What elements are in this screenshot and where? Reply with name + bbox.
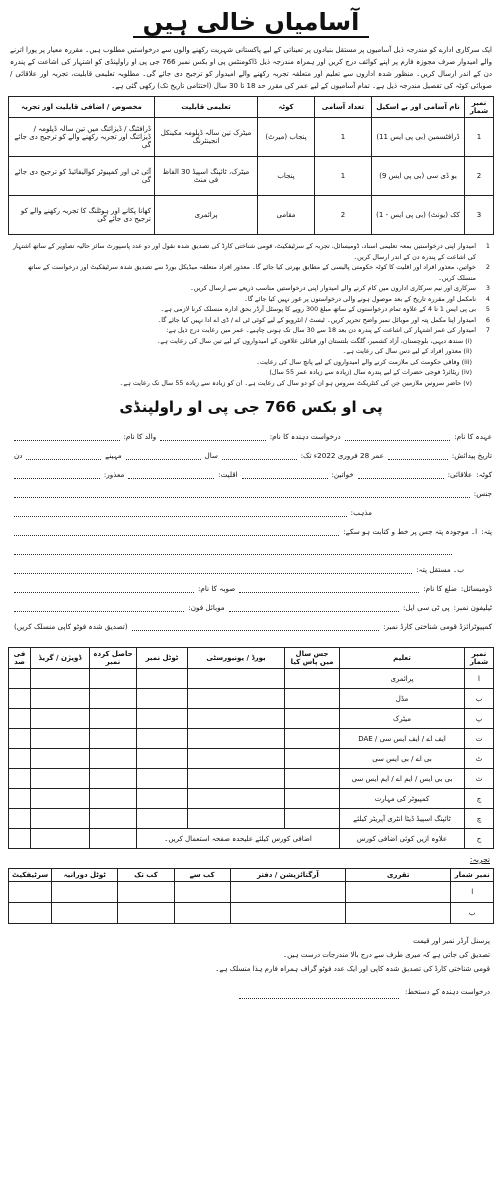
cell: 1	[315, 118, 372, 157]
cell[interactable]	[31, 709, 90, 729]
cell[interactable]	[90, 749, 137, 769]
table-row	[9, 829, 494, 849]
table-row	[9, 749, 494, 769]
post-field[interactable]	[345, 430, 451, 441]
instructions-list	[12, 241, 490, 388]
cell[interactable]	[137, 789, 188, 809]
cell[interactable]	[174, 903, 230, 924]
cell: 1	[315, 157, 372, 196]
cell: میٹرک، ٹائپنگ اسپیڈ 30 الفاظ فی منٹ	[155, 157, 258, 196]
col-division: ڈویژن / گریڈ	[31, 648, 90, 669]
cell[interactable]	[31, 749, 90, 769]
page-title: آسامیاں خالی ہیں	[8, 8, 494, 36]
cell[interactable]	[230, 882, 345, 903]
form-row-dob	[10, 443, 492, 460]
col-quota: کوٹہ	[258, 97, 315, 118]
cell: پنجاب (میرٹ)	[258, 118, 315, 157]
cell[interactable]	[346, 903, 451, 924]
list-item: 6 امیدوار اپنا مکمل پتہ اور موبائل نمبر واضح تحریر کریں۔ ٹیسٹ / انٹرویو کے لیے کوئی ٹی اے / ڈی اے ادا نہیں کیا جائے گا۔	[157, 315, 490, 324]
cell: ٹ	[465, 749, 494, 769]
cell[interactable]	[188, 709, 285, 729]
age-relaxation-item: (iii) وفاقی حکومت کی ملازمت کرنے والے امیدواروں کے لیے پانچ سال کی رعایت۔	[256, 357, 472, 366]
cell: مڈل	[340, 689, 465, 709]
cell[interactable]	[52, 882, 118, 903]
age-years-field[interactable]	[222, 449, 297, 460]
table-row	[9, 709, 494, 729]
cell[interactable]	[174, 882, 230, 903]
cell[interactable]	[31, 809, 90, 829]
province-field[interactable]	[14, 582, 194, 593]
signature-row	[8, 988, 490, 999]
form-row-permanent	[10, 557, 492, 574]
application-form	[8, 424, 494, 631]
jobs-table	[8, 96, 494, 235]
cell: آئی ٹی اور کمپیوٹر کوالیفائیڈ کو ترجیح دی جائے گی	[9, 157, 155, 196]
list-item: 3 سرکاری اور نیم سرکاری اداروں میں کام کرنے والے امیدوار اپنی درخواستیں مناسب ذریعے سے ارسال کریں۔	[190, 284, 490, 292]
cell[interactable]	[90, 669, 137, 689]
experience-table-header	[9, 869, 494, 882]
cell[interactable]	[9, 829, 31, 849]
cell[interactable]	[285, 809, 340, 829]
cell[interactable]	[137, 709, 188, 729]
permanent-address-label: ب۔ مستقل پتہ:	[416, 565, 464, 574]
list-item: 1 امیدوار اپنی درخواستیں بمعہ تعلیمی اسناد، ڈومیسائل، تجربہ کے سرٹیفکیٹ، قومی شناختی کارڈ کی تصدیق شدہ نقول اور دو عدد پاسپورٹ سائز حالیہ تصاویر کے ساتھ اشتہار کی اشاعت کے پندرہ دن کے اندر ارسال کریں۔	[12, 242, 490, 261]
experience-table	[8, 868, 494, 924]
cell[interactable]	[31, 789, 90, 809]
cell[interactable]	[137, 749, 188, 769]
cell[interactable]	[188, 809, 285, 829]
col-to: کب تک	[118, 869, 174, 882]
father-name-field[interactable]	[14, 430, 120, 441]
cell[interactable]	[285, 729, 340, 749]
col-serial: نمبر شمار	[451, 869, 494, 882]
age-days-field[interactable]	[26, 449, 101, 460]
declaration	[12, 934, 490, 976]
cell[interactable]	[9, 709, 31, 729]
gender-field[interactable]	[14, 487, 470, 498]
mobile-label: موبائل فون:	[188, 603, 225, 612]
cell[interactable]	[285, 669, 340, 689]
cell: چ	[465, 809, 494, 829]
cell[interactable]	[31, 729, 90, 749]
post-label: عہدہ کا نام:	[454, 432, 492, 441]
cell[interactable]	[285, 749, 340, 769]
col-from: کب سے	[174, 869, 230, 882]
signature-label: درخواست دہندہ کے دستخط:	[405, 988, 490, 996]
col-post: نام آسامی اور بے اسکیل	[372, 97, 465, 118]
education-table-header	[9, 648, 494, 669]
dob-field[interactable]	[388, 449, 448, 460]
table-row	[9, 157, 494, 196]
cell[interactable]	[9, 789, 31, 809]
table-row	[9, 689, 494, 709]
permanent-address-field[interactable]	[14, 563, 412, 574]
cell: ڈرافٹنگ / ڈیزائنگ میں تین سالہ ڈپلومہ / ڈیزائنگ اور تجربہ رکھنے والے کو ترجیح دی جائے گی	[9, 118, 155, 157]
minority-field[interactable]	[128, 468, 214, 479]
list-item: 2 خواتین، معذور افراد اور اقلیت کا کوٹہ حکومتی پالیسی کے مطابق بھرتی کیا جائے گا۔ معذور افراد متعلقہ میڈیکل بورڈ سے تصدیق شدہ سرٹیفکیٹ اور درخواست کے ساتھ منسلک کریں۔	[27, 263, 490, 282]
cell[interactable]	[188, 729, 285, 749]
form-row-gender	[10, 481, 492, 498]
quota-label: کوٹہ:	[476, 470, 492, 479]
cell: ا	[465, 669, 494, 689]
col-total-marks: ٹوٹل نمبر	[137, 648, 188, 669]
table-row	[9, 669, 494, 689]
cell: ج	[465, 789, 494, 809]
area-label: علاقائی:	[447, 470, 473, 479]
cell[interactable]	[90, 729, 137, 749]
col-serial: نمبر شمار	[465, 97, 494, 118]
cell: ث	[465, 769, 494, 789]
cell[interactable]	[137, 729, 188, 749]
form-row-quota	[10, 462, 492, 479]
dob-label: تاریخ پیدائش:	[451, 451, 492, 460]
district-field[interactable]	[239, 582, 419, 593]
disabled-label: معذور:	[103, 470, 125, 479]
list-item: 7 امیدوار کی عمر اشتہار کی اشاعت کے پندرہ دن بعد 18 سے 30 سال تک ہونی چاہیے۔ عمر میں رعایت درج ذیل ہے:	[166, 326, 490, 334]
declaration-line: تصدیق کی جاتی ہے کہ میری طرف سے درج بالا مندرجات درست ہیں۔	[282, 951, 490, 959]
cell[interactable]	[188, 749, 285, 769]
table-row	[9, 729, 494, 749]
mobile-field[interactable]	[14, 601, 184, 612]
father-name-label: والد کا نام:	[123, 432, 157, 441]
district-label: ضلع کا نام:	[423, 584, 457, 593]
col-organization: آرگنائزیشن / دفتر	[230, 869, 345, 882]
col-board: بورڈ / یونیورسٹی	[188, 648, 285, 669]
applicant-name-field[interactable]	[160, 430, 266, 441]
cell[interactable]	[52, 903, 118, 924]
cnic-label: کمپیوٹرائزڈ قومی شناختی کارڈ نمبر:	[383, 622, 492, 631]
present-address-label: ا۔ موجودہ پتہ جس پر خط و کتابت ہو سکے:	[343, 527, 478, 536]
phone-label: ٹیلیفون نمبر:	[453, 603, 492, 612]
minority-label: اقلیت:	[218, 470, 238, 479]
cell: پرائمری	[155, 196, 258, 235]
cell[interactable]	[9, 809, 31, 829]
cell[interactable]	[31, 769, 90, 789]
po-box-heading: پی او بکس 766 جی پی او راولپنڈی	[119, 398, 383, 416]
disabled-field[interactable]	[14, 468, 100, 479]
cell: ب	[465, 689, 494, 709]
form-row-cnic	[10, 614, 492, 631]
cell[interactable]	[9, 669, 31, 689]
signature-field[interactable]	[239, 988, 399, 999]
age-label: عمر 28 فروری 2022ء تک:	[300, 451, 384, 460]
col-percentage: فی صد	[9, 648, 31, 669]
form-row-address-2	[10, 538, 492, 555]
jobs-table-header	[9, 97, 494, 118]
religion-field[interactable]	[14, 506, 347, 517]
cell[interactable]	[230, 903, 345, 924]
cell: یو ڈی سی (بی پی ایس 9)	[372, 157, 465, 196]
cell[interactable]	[90, 809, 137, 829]
intro-paragraph: ایک سرکاری ادارے کو مندرجہ ذیل آسامیوں پر مستقل بنیادوں پر تعیناتی کے لیے پاکستانی شہریت رکھنے والوں سے درخواستیں مطلوب ہیں۔ مقررہ معیار پر پورا اترنے والے امیدوار صرف مجوزہ فارم پر اپنے کوائف درج کریں اور ہمراہ مندرجہ ذیل ڈاکومنٹس پی او بکس نمبر 766 جی پی او راولپنڈی کو اشتہار کی اشاعت کے پندرہ دن کے اندر ارسال کریں۔ منظور شدہ اداروں سے تعلیم اور متعلقہ تجربہ رکھنے والے امیدوار کو ترجیح دی جائے گی۔ مطلوبہ تعلیمی قابلیت، تجربہ اور علاقائی / صوبائی کوٹہ کی تفصیل مندرجہ ذیل ہے۔ تمام آسامیوں کے لیے عمر کی مقرر حد 18 تا 30 سال (اختتامی تاریخ تک) رکھی گئی ہے۔	[10, 46, 492, 90]
province-label: صوبہ کا نام:	[197, 584, 236, 593]
cell[interactable]	[346, 882, 451, 903]
cell[interactable]	[9, 882, 52, 903]
cell[interactable]	[118, 882, 174, 903]
cell: بی اے / بی ایس سی	[340, 749, 465, 769]
cell[interactable]	[9, 729, 31, 749]
cnic-field[interactable]	[132, 620, 380, 631]
cell: مقامی	[258, 196, 315, 235]
table-row	[9, 882, 494, 903]
cell: ب	[451, 903, 494, 924]
cell[interactable]	[90, 689, 137, 709]
form-row-post	[10, 424, 492, 441]
domicile-label: ڈومیسائل:	[460, 584, 492, 593]
cell: کھانا پکانے اور ہوٹلنگ کا تجربہ رکھنے والے کو ترجیح دی جائے گی	[9, 196, 155, 235]
cell: ایف اے / ایف ایس سی / DAE	[340, 729, 465, 749]
cell[interactable]	[31, 689, 90, 709]
present-address-field-2[interactable]	[14, 544, 452, 555]
col-certificate: سرٹیفکیٹ	[9, 869, 52, 882]
area-field[interactable]	[358, 468, 444, 479]
ptcl-label: پی ٹی سی ایل:	[402, 603, 450, 612]
declaration-line: پرسنل آرڈر نمبر اور قیمت	[413, 937, 490, 945]
cell[interactable]	[188, 789, 285, 809]
cell[interactable]	[285, 689, 340, 709]
list-item: 5 بی پی ایس 1 تا 4 کے علاوہ تمام درخواستوں کے ساتھ مبلغ 300 روپے کا پوسٹل آرڈر بحق ادارہ منسلک کرنا لازمی ہے۔	[160, 305, 490, 313]
cell[interactable]	[285, 709, 340, 729]
experience-title: تجربہ:	[469, 855, 490, 864]
col-serial: نمبر شمار	[465, 648, 494, 669]
age-months-field[interactable]	[126, 449, 201, 460]
cell[interactable]	[118, 903, 174, 924]
cell[interactable]	[188, 769, 285, 789]
table-row	[9, 196, 494, 235]
table-row	[9, 789, 494, 809]
day-label: دن	[13, 451, 23, 460]
cell[interactable]	[9, 903, 52, 924]
col-year: جس سال میں پاس کیا	[285, 648, 340, 669]
cell: کمپیوٹر کی مہارت	[340, 789, 465, 809]
ptcl-field[interactable]	[229, 601, 399, 612]
year-label: سال	[204, 451, 218, 460]
women-field[interactable]	[242, 468, 328, 479]
gender-label: جنس:	[473, 489, 492, 498]
education-table	[8, 647, 494, 849]
cell: کک (یونٹ) (بی پی ایس - 1)	[372, 196, 465, 235]
cell: ٹائپنگ اسپیڈ ڈیٹا انٹری آپریٹر کیلئے	[340, 809, 465, 829]
col-count: تعداد آسامی	[315, 97, 372, 118]
cell: بی بی ایس / ایم اے / ایم ایس سی	[340, 769, 465, 789]
col-appointment: تقرری	[346, 869, 451, 882]
cell[interactable]	[9, 769, 31, 789]
col-education: تعلیمی قابلیت	[155, 97, 258, 118]
cell[interactable]	[9, 749, 31, 769]
form-row-phone	[10, 595, 492, 612]
cell[interactable]	[90, 769, 137, 789]
col-education: تعلیم	[340, 648, 465, 669]
cell: میٹرک تین سالہ ڈپلومہ مکینکل انجینئرنگ	[155, 118, 258, 157]
cell: پنجاب	[258, 157, 315, 196]
declaration-line: قومی شناختی کارڈ کی تصدیق شدہ کاپی اور ایک عدد فوٹو گراف ہمراہ فارم ہذا منسلک ہے۔	[215, 965, 490, 973]
cell[interactable]	[90, 829, 137, 849]
cell: ت	[465, 729, 494, 749]
col-experience: مخصوص / اضافی قابلیت اور تجربہ	[9, 97, 155, 118]
table-row	[9, 769, 494, 789]
cell[interactable]	[188, 669, 285, 689]
form-row-domicile	[10, 576, 492, 593]
cell[interactable]	[90, 789, 137, 809]
cell[interactable]	[137, 809, 188, 829]
cell: ح	[465, 829, 494, 849]
cell: ڈرافٹسمین (بی پی ایس 11)	[372, 118, 465, 157]
table-row	[9, 118, 494, 157]
form-row-religion	[10, 500, 492, 517]
age-relaxation-item: (i) سندھ دیہی، بلوچستان، آزاد کشمیر، گلگت بلتستان اور قبائلی علاقوں کے امیدواروں کے لیے تین سال کی رعایت ہے۔	[156, 336, 472, 345]
cell: 2	[315, 196, 372, 235]
cell[interactable]	[137, 669, 188, 689]
cell: 3	[465, 196, 494, 235]
religion-label: مذہب:	[350, 508, 372, 517]
form-row-address	[10, 519, 492, 536]
cell: 2	[465, 157, 494, 196]
extra-course-note: اضافی کورس کیلئے علیحدہ صفحہ استعمال کریں۔	[137, 829, 340, 849]
cell: 1	[465, 118, 494, 157]
cell: پ	[465, 709, 494, 729]
cell: پرائمری	[340, 669, 465, 689]
present-address-field[interactable]	[14, 525, 339, 536]
age-relaxation-item: (iv) ریٹائرڈ فوجی حضرات کے لیے پندرہ سال (زیادہ سے زیادہ عمر 55 سال)	[269, 368, 472, 376]
cell[interactable]	[137, 689, 188, 709]
cell[interactable]	[285, 769, 340, 789]
cell: میٹرک	[340, 709, 465, 729]
address-label: پتہ:	[481, 527, 492, 536]
table-row	[9, 809, 494, 829]
cell[interactable]	[90, 709, 137, 729]
col-obtained-marks: حاصل کردہ نمبر	[90, 648, 137, 669]
women-label: خواتین:	[331, 470, 354, 479]
table-row	[9, 903, 494, 924]
cell[interactable]	[31, 669, 90, 689]
col-duration: ٹوٹل دورانیہ	[52, 869, 118, 882]
applicant-name-label: درخواست دہندہ کا نام:	[269, 432, 341, 441]
month-label: مہینے	[105, 451, 122, 460]
cnic-note: (تصدیق شدہ فوٹو کاپی منسلک کریں)	[14, 622, 128, 631]
cell[interactable]	[188, 689, 285, 709]
cell: ا	[451, 882, 494, 903]
cell[interactable]	[285, 789, 340, 809]
cell[interactable]	[137, 769, 188, 789]
age-relaxation-item: (v) حاضر سروس ملازمین جن کی کنٹریکٹ سروس ہو ان کو دو سال کی رعایت ہے۔ ان کو زیادہ سے زیادہ 55 سال تک رعایت ہے۔	[119, 378, 472, 387]
list-item: 4 نامکمل اور مقررہ تاریخ کے بعد موصول ہونے والی درخواستوں پر غور نہیں کیا جائے گا۔	[244, 294, 490, 303]
cell[interactable]	[9, 689, 31, 709]
age-relaxation-item: (ii) معذور افراد کے لیے دس سال کی رعایت ہے۔	[342, 347, 472, 355]
cell[interactable]	[31, 829, 90, 849]
cell: علاوہ ازیں کوئی اضافی کورس	[340, 829, 465, 849]
